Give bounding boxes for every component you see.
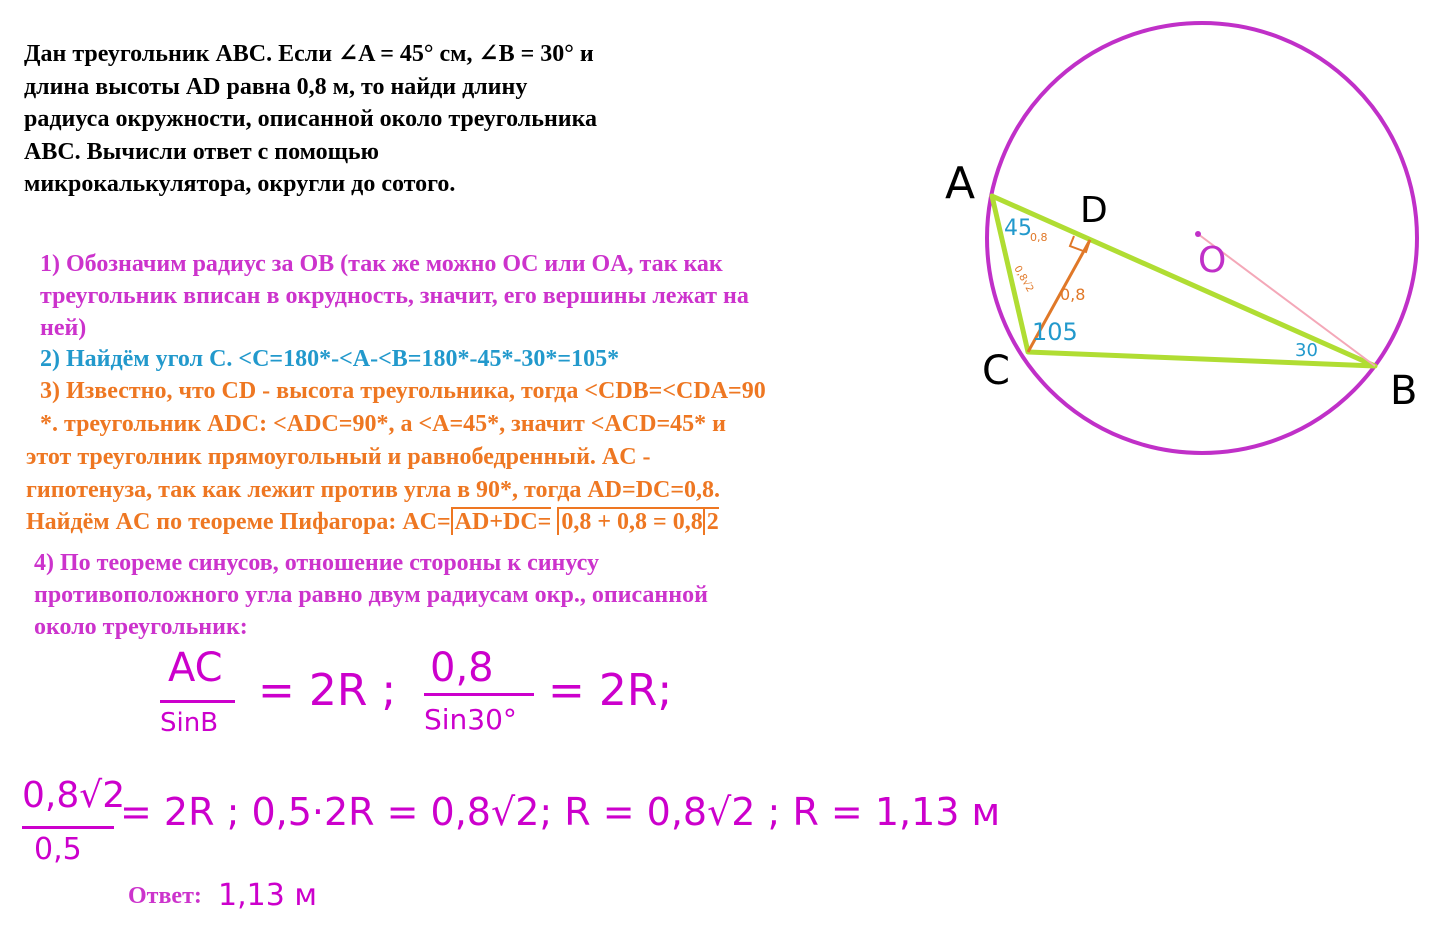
step-3-line: Найдём AC по теореме Пифагора: AC= <box>26 509 451 535</box>
step-3-line: гипотенуза, так как лежит против угла в 90*, тогда AD=DC=0,8. <box>26 477 721 503</box>
answer-label: Ответ: <box>128 883 202 909</box>
label-o: O <box>1198 240 1227 281</box>
fraction-1-numerator: AC <box>168 645 223 691</box>
sqrt-ad-dc-text: AD+DC= <box>454 509 552 535</box>
formula-line-2: = 2R ; 0,5·2R = 0,8√2; R = 0,8√2 ; R = 1,13 м <box>120 790 1001 834</box>
problem-line: микрокалькулятора, округли до сотого. <box>24 171 456 197</box>
step-3-line: этот треуголник прямоугольный и равнобедренный. AC - <box>26 444 651 470</box>
step-1-line: треугольник вписан в окрудность, значит, его вершины лежат на <box>40 283 749 309</box>
step-4-line: противоположного угла равно двум радиусам окр., описанной <box>34 582 708 608</box>
problem-line: ABC. Вычисли ответ с помощью <box>24 138 379 165</box>
fraction-2-rhs: = 2R; <box>548 665 673 716</box>
answer-value: 1,13 м <box>218 878 317 913</box>
fraction-1-denominator: SinB <box>160 708 219 738</box>
fraction-3-denominator: 0,5 <box>34 832 82 867</box>
problem-line: радиуса окружности, описанной около треугольника <box>24 106 598 132</box>
problem-line: длина высоты AD равна 0,8 м, то найди длину <box>24 73 528 100</box>
problem-line: Дан треугольник ABC. Если ∠A = 45° см, ∠B = 30° и <box>24 41 594 67</box>
step-4-line: около треугольник: <box>34 614 248 640</box>
step-3-line: *. треугольник ADC: <ADC=90*, а <A=45*, значит <ACD=45* и <box>40 411 726 437</box>
center-point <box>1195 231 1201 237</box>
label-a: A <box>945 158 976 209</box>
step-4-line: 4) По теореме синусов, отношение стороны к синусу <box>34 550 599 576</box>
fraction-3-numerator: 0,8√2 <box>22 775 126 816</box>
fraction-1-rhs: = 2R ; <box>258 665 397 716</box>
fraction-2-denominator: Sin30° <box>424 703 517 736</box>
fraction-2-numerator: 0,8 <box>430 645 494 691</box>
height-value: 0,8 <box>1060 285 1086 304</box>
side-ac-value: 0,8√2 <box>1011 264 1036 295</box>
angle-a-value: 45 <box>1004 216 1032 241</box>
sqrt-two-text: 2 <box>706 509 719 535</box>
label-c: C <box>982 348 1010 394</box>
step-2: 2) Найдём угол C. <C=180*-<A-<B=180*-45*-30*=105* <box>40 346 620 372</box>
step-3-line: 3) Известно, что CD - высота треугольника, тогда <CDB=<CDA=90 <box>40 378 766 404</box>
side-ad-value: 0,8 <box>1030 231 1048 244</box>
sqrt-sum-text: 0,8 + 0,8 = 0,8 <box>561 509 703 535</box>
step-1-line: ней) <box>40 315 87 341</box>
step-1-line: 1) Обозначим радиус за OB (так же можно OC или OA, так как <box>40 251 723 277</box>
label-b: B <box>1390 368 1418 414</box>
angle-c-value: 105 <box>1032 318 1078 346</box>
angle-b-value: 30 <box>1295 340 1318 361</box>
label-d: D <box>1080 190 1108 231</box>
